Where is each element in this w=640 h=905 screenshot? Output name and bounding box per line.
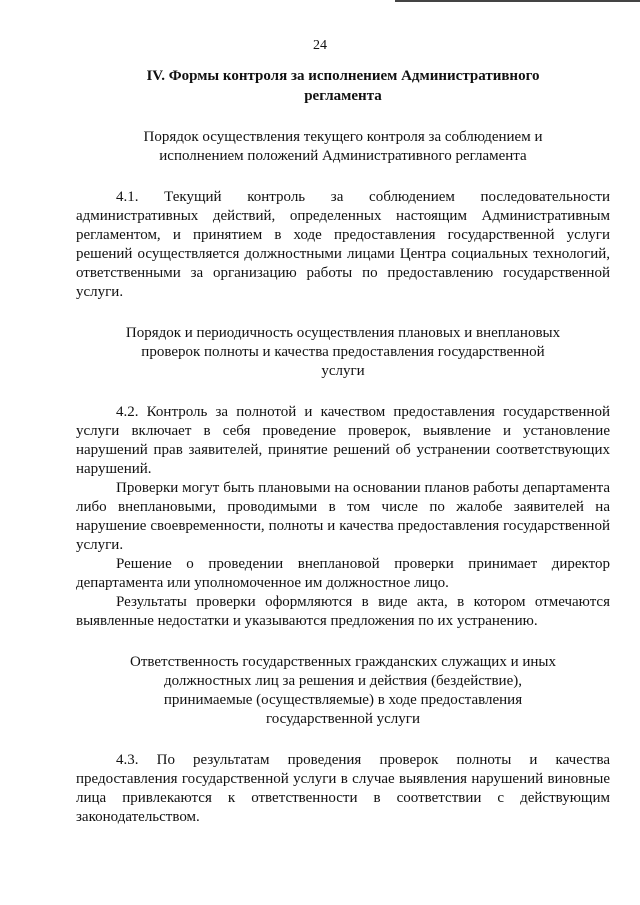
subheading-line: проверок полноты и качества предоставления государственной bbox=[141, 344, 545, 360]
subheading-responsibility bbox=[76, 653, 610, 729]
subheading-line: Порядок и периодичность осуществления плановых и внеплановых bbox=[125, 325, 561, 341]
page-number: 24 bbox=[313, 38, 327, 53]
paragraph-decision: Решение о проведении внеплановой проверки принимает директор департамента или уполномоченное им должностное лицо. bbox=[76, 556, 610, 591]
subheading-line: государственной услуги bbox=[266, 711, 420, 727]
top-border-line bbox=[395, 0, 640, 2]
section-title-line-2: регламента bbox=[304, 88, 382, 104]
document-body bbox=[76, 66, 610, 827]
subheading-line: должностных лиц за решения и действия (бездействие), bbox=[164, 673, 522, 689]
section-title bbox=[76, 66, 610, 106]
paragraph-checks: Проверки могут быть плановыми на основании планов работы департамента либо внеплановыми, проводимыми в том числе по жалобе заявителей на нарушение своевременности, полноты и качества предоставления государственной услуги. bbox=[76, 480, 610, 553]
subheading-line: услуги bbox=[321, 363, 365, 379]
subheading-line: Ответственность государственных гражданских служащих и иных bbox=[130, 654, 556, 670]
subheading-current-control bbox=[76, 128, 610, 166]
paragraph-results: Результаты проверки оформляются в виде акта, в котором отмечаются выявленные недостатки и указываются предложения по их устранению. bbox=[76, 594, 610, 629]
section-title-line-1: IV. Формы контроля за исполнением Административного bbox=[146, 68, 540, 84]
paragraph-4-1: 4.1. Текущий контроль за соблюдением последовательности административных действий, определенных настоящим Административным регламентом, и принятием в ходе предоставления государственной услуги решений осуществляется должностными лицами Центра социальных технологий, ответственными за организацию работы по предоставлению государственной услуги. bbox=[76, 189, 610, 300]
subheading-line: принимаемые (осуществляемые) в ходе предоставления bbox=[163, 692, 523, 708]
paragraph-4-3: 4.3. По результатам проведения проверок полноты и качества предоставления государственной услуги в случае выявления нарушений виновные лица привлекаются к ответственности в соответствии с действующим законодательством. bbox=[76, 752, 610, 825]
subheading-inspections bbox=[76, 324, 610, 381]
subheading-line: исполнением положений Административного регламента bbox=[159, 148, 527, 164]
paragraph-4-2: 4.2. Контроль за полнотой и качеством предоставления государственной услуги включает в себя проведение проверок, выявление и установление нарушений прав заявителей, принятие решений об устранении соответствующих нарушений. bbox=[76, 404, 610, 477]
subheading-line: Порядок осуществления текущего контроля за соблюдением и bbox=[143, 129, 543, 145]
